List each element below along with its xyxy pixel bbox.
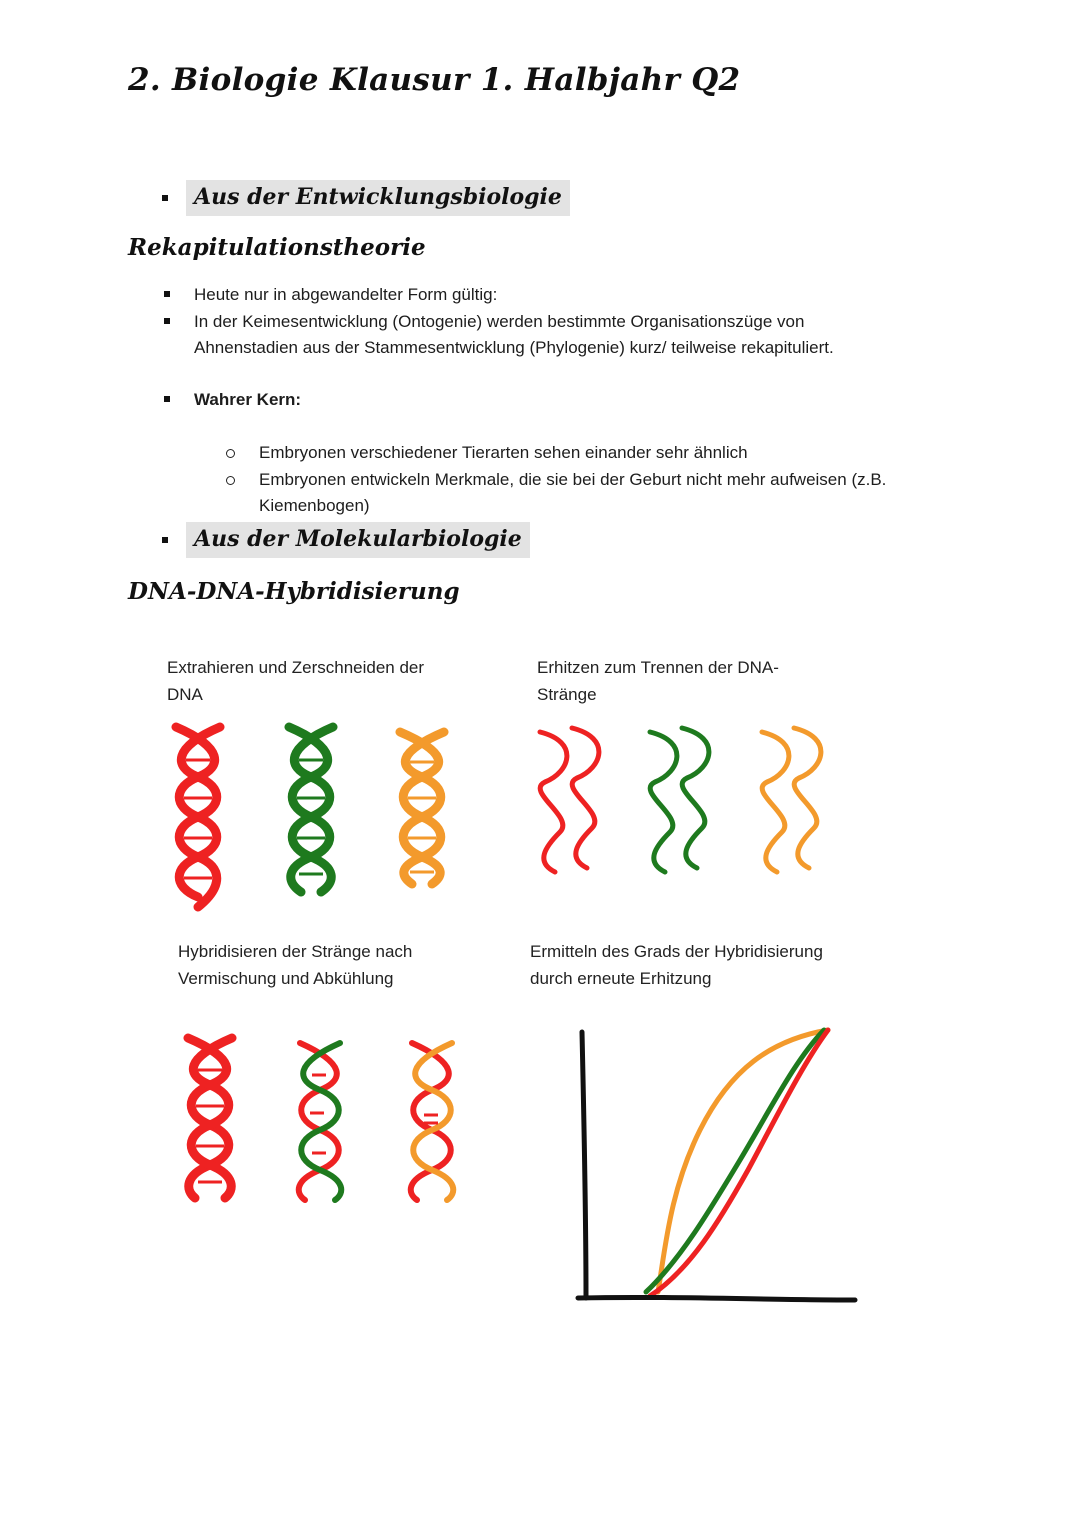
- y-axis: [582, 1032, 586, 1298]
- dna-hybrid-red-orange-icon: [402, 1035, 462, 1205]
- step-caption-heat: Erhitzen zum Trennen der DNA- Stränge: [537, 658, 779, 704]
- dna-helix-green-icon: [281, 722, 341, 900]
- bullet-text-continuation: Ahnenstadien aus der Stammesentwicklung (Phylogenie) kurz/ teilweise rekapituliert.: [194, 338, 834, 357]
- circle-bullet: [226, 449, 235, 458]
- dna-helix-red-icon: [168, 722, 228, 912]
- circle-bullet: [226, 476, 235, 485]
- dna-strands-green-icon: [640, 722, 730, 882]
- kern-point: Embryonen entwickeln Merkmale, die sie bei der Geburt nicht mehr aufweisen (z.B.: [259, 470, 887, 489]
- topic-heading-rekapitulationstheorie: Rekapitulationstheorie: [128, 234, 426, 261]
- step-caption-measure: Ermitteln des Grads der Hybridisierung durch erneute Erhitzung: [530, 942, 823, 988]
- bullet-square: [164, 396, 170, 402]
- dna-strands-red-icon: [530, 722, 620, 882]
- melting-curve-diagram: [570, 1020, 870, 1310]
- bullet-text: Heute nur in abgewandelter Form gültig:: [194, 285, 498, 304]
- step-caption-extract: Extrahieren und Zerschneiden der DNA: [167, 658, 425, 704]
- bullet-text: In der Keimesentwicklung (Ontogenie) werden bestimmte Organisationszüge von: [194, 312, 805, 331]
- page-title: 2. Biologie Klausur 1. Halbjahr Q2: [128, 62, 741, 98]
- bullet-square: [164, 318, 170, 324]
- curve-green: [646, 1030, 824, 1292]
- kern-point: Embryonen verschiedener Tierarten sehen einander sehr ähnlich: [259, 443, 748, 462]
- dna-helix-orange-icon: [392, 722, 452, 892]
- dna-strands-orange-icon: [752, 722, 842, 882]
- bullet-square: [164, 291, 170, 297]
- kern-point-continuation: Kiemenbogen): [259, 496, 370, 515]
- kern-label: Wahrer Kern:: [194, 390, 302, 409]
- step-caption-hybridize: Hybridisieren der Stränge nach Vermischung und Abkühlung: [178, 942, 413, 988]
- dna-hybrid-red-green-icon: [290, 1035, 350, 1205]
- x-axis: [578, 1297, 855, 1300]
- section-header-molekularbiologie: Aus der Molekularbiologie: [186, 522, 530, 558]
- bullet-square: [162, 195, 168, 201]
- section-header-entwicklungsbiologie: Aus der Entwicklungsbiologie: [186, 180, 570, 216]
- dna-hybrid-red-red-icon: [180, 1030, 240, 1205]
- topic-heading-dna-hybridisierung: DNA-DNA-Hybridisierung: [128, 578, 460, 605]
- bullet-square: [162, 537, 168, 543]
